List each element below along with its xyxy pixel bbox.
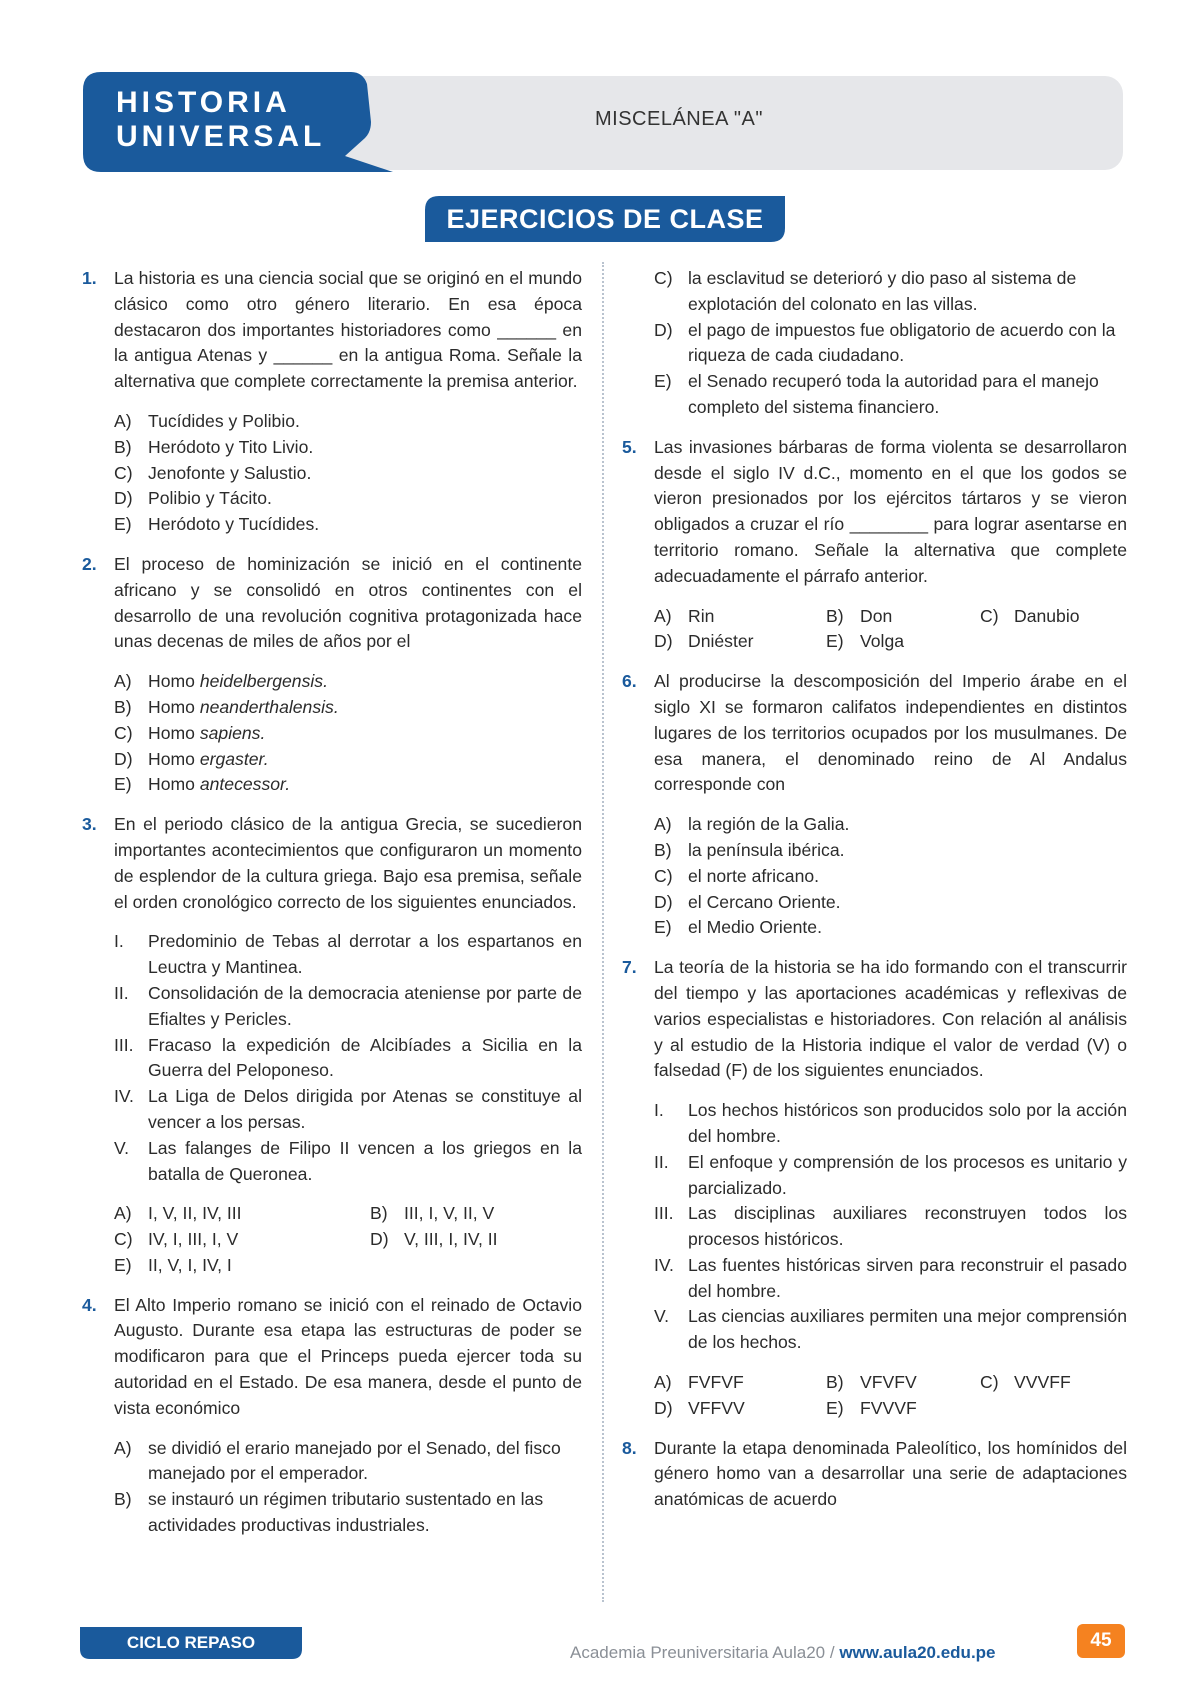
statement xyxy=(654,1201,1127,1253)
statement-label: V. xyxy=(654,1306,670,1327)
option-label: B) xyxy=(654,839,672,860)
option-d xyxy=(654,629,826,655)
statement-text: Las falanges de Filipo II vencen a los griegos en la batalla de Queronea. xyxy=(148,1137,582,1184)
option-label: A) xyxy=(654,814,672,835)
option-d xyxy=(114,486,582,512)
option-text: Don xyxy=(860,605,893,626)
option-text: se instauró un régimen tributario sustentado en las actividades productivas industriales. xyxy=(148,1489,544,1536)
option-text: VFVFV xyxy=(860,1372,917,1393)
page-number: 45 xyxy=(1077,1624,1125,1658)
options-list xyxy=(114,669,582,798)
statement-label: V. xyxy=(114,1137,130,1158)
options-list xyxy=(654,812,1127,941)
option-e xyxy=(114,1253,370,1279)
option-a xyxy=(654,812,1127,838)
option-c xyxy=(114,1227,370,1253)
option-e xyxy=(654,915,1127,941)
option-text: Volga xyxy=(860,631,905,652)
option-prefix: Homo xyxy=(148,671,200,692)
option-label: D) xyxy=(114,748,133,769)
option-b xyxy=(114,695,582,721)
option-e xyxy=(114,512,582,538)
question-6 xyxy=(622,669,1127,941)
option-label: B) xyxy=(114,1489,132,1510)
statements-list xyxy=(114,929,582,1187)
statement-text: Fracaso la expedición de Alcibíades a Sicilia en la Guerra del Peloponeso. xyxy=(148,1034,582,1081)
option-e xyxy=(654,369,1127,421)
options-grid xyxy=(654,1370,1127,1422)
option-text: el norte africano. xyxy=(688,865,820,886)
option-label: D) xyxy=(114,488,133,509)
question-5 xyxy=(622,435,1127,655)
option-text: Tucídides y Polibio. xyxy=(148,410,300,431)
academy-name: Academia Preuniversitaria Aula20 / xyxy=(570,1643,840,1662)
option-c xyxy=(980,1370,1120,1396)
question-number: 1. xyxy=(82,268,97,288)
question-number: 4. xyxy=(82,1294,97,1315)
statement xyxy=(654,1098,1127,1150)
option-label: E) xyxy=(114,514,132,535)
statement xyxy=(114,1084,582,1136)
option-c xyxy=(980,604,1120,630)
question-text: La teoría de la historia se ha ido formando con el transcurrir del tiempo y las aportaciones académicas y reflexivas de varios especialistas e historiadores. Con relación al análisis y al estudio de la Historia indique el valor de verdad (V) o falsedad (F) de los siguientes enunciados. xyxy=(654,957,1127,1081)
option-a xyxy=(114,1201,370,1227)
option-d xyxy=(370,1227,590,1253)
option-label: D) xyxy=(654,319,673,340)
options-list xyxy=(114,409,582,538)
option-species: antecessor. xyxy=(199,774,291,795)
question-4 xyxy=(82,1293,582,1539)
option-species: neanderthalensis. xyxy=(199,696,339,717)
option-label: E) xyxy=(826,631,844,652)
question-number: 5. xyxy=(622,436,637,457)
option-text: II, V, I, IV, I xyxy=(148,1254,232,1275)
option-label: A) xyxy=(654,1372,672,1393)
option-e xyxy=(114,772,582,798)
statement-label: II. xyxy=(654,1151,669,1172)
option-a xyxy=(114,409,582,435)
option-label: C) xyxy=(114,722,133,743)
question-text: El proceso de hominización se inició en el continente africano y se consolidó en otros continentes con el desarrollo de una revolución cognitiva protagonizada hace unas decenas de miles de años por el xyxy=(114,553,582,652)
option-label: E) xyxy=(654,917,672,938)
question-7 xyxy=(622,955,1127,1422)
option-label: B) xyxy=(114,696,132,717)
question-4-continued xyxy=(622,266,1127,421)
options-list xyxy=(114,1436,582,1539)
option-label: B) xyxy=(826,1372,844,1393)
option-e xyxy=(826,1396,980,1422)
statement-label: II. xyxy=(114,982,129,1003)
statement-label: III. xyxy=(114,1034,134,1055)
option-text: Polibio y Tácito. xyxy=(148,488,272,509)
question-text: El Alto Imperio romano se inició con el reinado de Octavio Augusto. Durante esa etapa las estructuras de poder se modificaron para que el Princeps pueda ejercer toda su autoridad en el Estado. De esa manera, desde el punto de vista económico xyxy=(114,1294,582,1418)
option-a xyxy=(654,1370,826,1396)
question-text: Durante la etapa denominada Paleolítico, los homínidos del género homo van a desarrollar una serie de adaptaciones anatómicas de acuerdo xyxy=(654,1437,1127,1510)
question-number: 6. xyxy=(622,671,637,692)
option-text: Heródoto y Tito Livio. xyxy=(148,436,314,457)
cycle-label: CICLO REPASO xyxy=(126,1633,256,1652)
option-label: C) xyxy=(980,1372,999,1393)
question-number: 7. xyxy=(622,957,637,978)
right-column xyxy=(622,266,1127,1513)
option-prefix: Homo xyxy=(148,748,200,769)
option-text: el Cercano Oriente. xyxy=(688,891,841,912)
option-text: Rin xyxy=(688,605,715,626)
option-label: B) xyxy=(114,436,132,457)
option-b xyxy=(654,838,1127,864)
left-column xyxy=(82,266,582,1539)
option-prefix: Homo xyxy=(148,696,200,717)
option-text: IV, I, III, I, V xyxy=(148,1229,239,1250)
statement-text: El enfoque y comprensión de los procesos es unitario y parcializado. xyxy=(688,1151,1127,1198)
website-link[interactable]: www.aula20.edu.pe xyxy=(839,1643,996,1662)
question-text: Las invasiones bárbaras de forma violenta se desarrollaron desde el siglo IV d.C., momento en el que los godos se vieron presionados por los ejércitos tártaros y se vieron obligados a cruzar el río ________ para lograr asentarse en territorio romano. Señale la alternativa que complete adecuadamente el párrafo anterior. xyxy=(654,436,1127,586)
option-b xyxy=(114,1487,582,1539)
option-text: la región de la Galia. xyxy=(688,814,850,835)
academy-credit xyxy=(570,1643,996,1663)
options-grid xyxy=(114,1201,582,1278)
subject-line-1: HISTORIA xyxy=(116,86,291,119)
section-title: EJERCICIOS DE CLASE xyxy=(446,204,764,234)
statement-text: Predominio de Tebas al derrotar a los espartanos en Leuctra y Mantinea. xyxy=(148,931,582,978)
question-8 xyxy=(622,1436,1127,1513)
question-3 xyxy=(82,812,582,1279)
option-label: C) xyxy=(654,865,673,886)
statements-list xyxy=(654,1098,1127,1356)
option-text: la esclavitud se deterioró y dio paso al sistema de explotación del colonato en las villas. xyxy=(688,268,1077,314)
question-text: La historia es una ciencia social que se originó en el mundo clásico como otro género literario. En esa época destacaron dos importantes historiadores como ______ en la antigua Atenas y ______ en la antigua Roma. Señale la alternativa que complete correctamente la premisa anterior. xyxy=(114,268,582,392)
option-label: D) xyxy=(370,1229,389,1250)
option-d xyxy=(114,747,582,773)
option-label: B) xyxy=(826,605,844,626)
page-title: MISCELÁNEA "A" xyxy=(595,108,763,130)
question-number: 3. xyxy=(82,814,97,835)
question-2 xyxy=(82,552,582,798)
question-number: 2. xyxy=(82,553,97,574)
option-a xyxy=(654,604,826,630)
option-species: ergaster. xyxy=(199,748,269,769)
options-grid xyxy=(654,604,1127,656)
option-label: C) xyxy=(980,605,999,626)
option-text: I, V, II, IV, III xyxy=(148,1203,242,1224)
option-text: FVVVF xyxy=(860,1397,917,1418)
option-c xyxy=(114,461,582,487)
statement xyxy=(654,1304,1127,1356)
statement xyxy=(114,1033,582,1085)
option-d xyxy=(654,1396,826,1422)
option-label: E) xyxy=(114,1254,132,1275)
option-text: el pago de impuestos fue obligatorio de acuerdo con la riqueza de cada ciudadano. xyxy=(688,319,1116,366)
option-label: A) xyxy=(114,671,132,692)
statement-text: Las ciencias auxiliares permiten una mejor comprensión de los hechos. xyxy=(688,1306,1127,1353)
option-text: Danubio xyxy=(1014,605,1080,626)
option-prefix: Homo xyxy=(148,722,200,743)
statement-text: Consolidación de la democracia ateniense por parte de Efialtes y Pericles. xyxy=(148,982,582,1029)
option-label: C) xyxy=(654,268,673,288)
option-b xyxy=(826,604,980,630)
option-label: B) xyxy=(370,1203,388,1224)
option-label: A) xyxy=(654,605,672,626)
statement-label: IV. xyxy=(114,1086,134,1107)
question-text: Al producirse la descomposición del Imperio árabe en el siglo XI se formaron califatos independientes en distintos lugares de los territorios ocupados por los musulmanes. De esa manera, el denominado reino de Al Andalus corresponde con xyxy=(654,671,1127,795)
option-prefix: Homo xyxy=(148,774,200,795)
statement xyxy=(114,1136,582,1188)
statement-label: III. xyxy=(654,1203,674,1224)
question-number: 8. xyxy=(622,1437,637,1458)
option-b xyxy=(114,435,582,461)
option-b xyxy=(826,1370,980,1396)
option-text: V, III, I, IV, II xyxy=(404,1229,498,1250)
option-label: A) xyxy=(114,410,132,431)
subject-title xyxy=(116,86,325,154)
statement xyxy=(654,1253,1127,1305)
statement-text: Los hechos históricos son producidos solo por la acción del hombre. xyxy=(688,1100,1127,1146)
option-label: E) xyxy=(826,1397,844,1418)
option-label: A) xyxy=(114,1203,132,1224)
option-text: III, I, V, II, V xyxy=(404,1203,495,1224)
statement-label: IV. xyxy=(654,1254,674,1275)
option-b xyxy=(370,1201,590,1227)
option-text: el Senado recuperó toda la autoridad para el manejo completo del sistema financiero. xyxy=(688,371,1099,417)
option-text: Jenofonte y Salustio. xyxy=(148,462,312,483)
option-label: C) xyxy=(114,462,133,483)
option-text: Heródoto y Tucídides. xyxy=(148,514,320,535)
column-divider xyxy=(602,262,604,1602)
option-a xyxy=(114,669,582,695)
option-text: VFFVV xyxy=(688,1397,745,1418)
option-a xyxy=(114,1436,582,1488)
statement-label: I. xyxy=(114,931,124,952)
question-1 xyxy=(82,266,582,538)
option-label: C) xyxy=(114,1229,133,1250)
subject-line-2: UNIVERSAL xyxy=(116,120,326,153)
option-text: Dniéster xyxy=(688,631,754,652)
option-e xyxy=(826,629,980,655)
option-text: se dividió el erario manejado por el Senado, del fisco manejado por el emperador. xyxy=(148,1437,561,1484)
statement xyxy=(654,1150,1127,1202)
option-text: la península ibérica. xyxy=(688,839,845,860)
option-label: D) xyxy=(654,891,673,912)
statement-label: I. xyxy=(654,1100,664,1121)
statement xyxy=(114,981,582,1033)
option-label: D) xyxy=(654,631,673,652)
option-c xyxy=(654,864,1127,890)
statement-text: Las fuentes históricas sirven para reconstruir el pasado del hombre. xyxy=(688,1254,1127,1301)
statement xyxy=(114,929,582,981)
option-c xyxy=(114,721,582,747)
option-label: D) xyxy=(654,1397,673,1418)
option-text: el Medio Oriente. xyxy=(688,917,822,938)
option-label: E) xyxy=(114,774,132,795)
option-d xyxy=(654,890,1127,916)
option-c xyxy=(654,266,1127,318)
option-label: E) xyxy=(654,371,672,392)
statement-text: La Liga de Delos dirigida por Atenas se constituye al vencer a los persas. xyxy=(148,1086,582,1132)
question-text: En el periodo clásico de la antigua Grecia, se sucedieron importantes acontecimientos que configuraron un momento de esplendor de la cultura griega. Bajo esa premisa, señale el orden cronológico correcto de los siguientes enunciados. xyxy=(114,814,582,912)
option-species: sapiens. xyxy=(199,722,266,743)
option-label: A) xyxy=(114,1437,132,1458)
statement-text: Las disciplinas auxiliares reconstruyen todos los procesos históricos. xyxy=(688,1203,1127,1250)
option-species: heidelbergensis. xyxy=(199,671,328,692)
option-d xyxy=(654,318,1127,370)
option-text: FVFVF xyxy=(688,1372,744,1393)
option-text: VVVFF xyxy=(1014,1372,1071,1393)
